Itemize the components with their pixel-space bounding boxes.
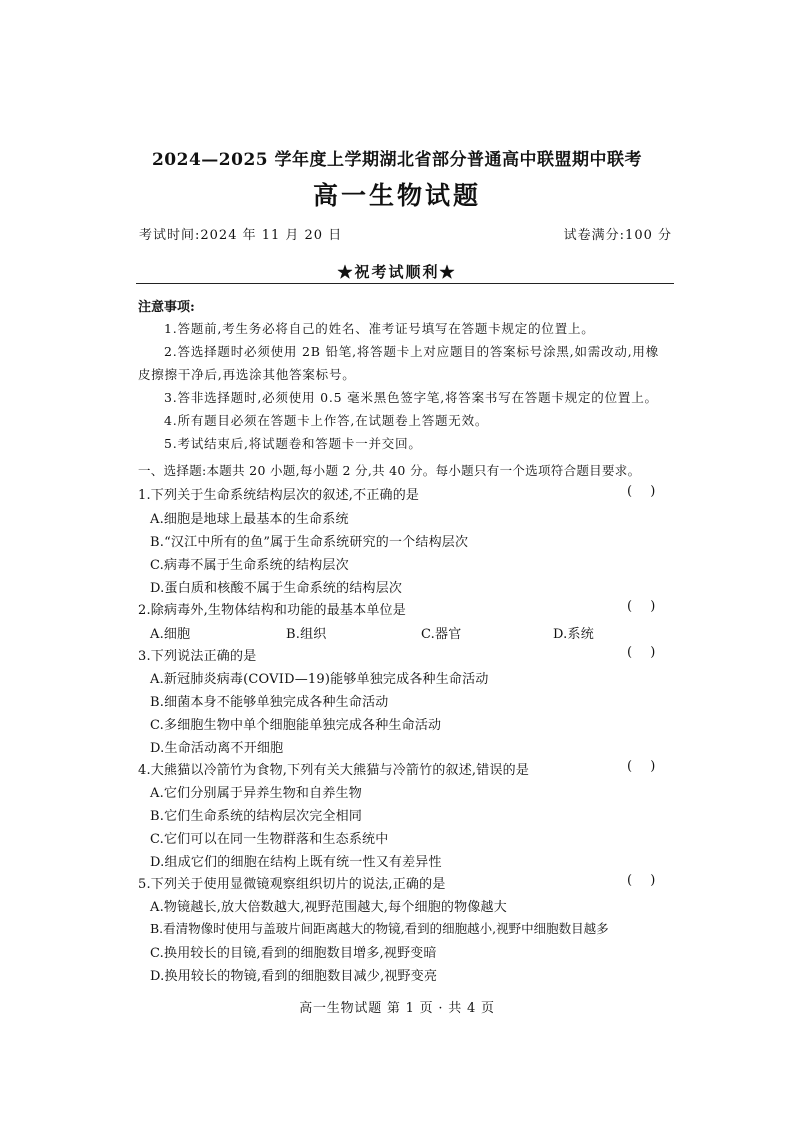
question-3-stem: 3.下列说法正确的是: [138, 649, 257, 664]
subject-title: 高一生物试题: [312, 181, 481, 210]
page-footer: 高一生物试题 第 1 页 · 共 4 页: [299, 1001, 495, 1016]
answer-paren: ( ): [627, 484, 656, 499]
question-1-option-c: C.病毒不属于生命系统的结构层次: [150, 558, 349, 573]
question-4-option-d: D.组成它们的细胞在结构上既有统一性又有差异性: [150, 855, 442, 870]
section-heading: 一、选择题:本题共 20 小题,每小题 2 分,共 40 分。每小题只有一个选项符合题目要求。: [138, 463, 641, 478]
answer-paren: ( ): [627, 873, 656, 888]
question-2-option-c: C.器官: [421, 627, 462, 642]
exam-title: 2024—2025 学年度上学期湖北省部分普通高中联盟期中联考: [151, 150, 643, 170]
question-2-option-a: A.细胞: [150, 627, 191, 642]
note-item-2: 2.答选择题时必须使用 2B 铅笔,将答题卡上对应题目的答案标号涂黑,如需改动,用橡: [164, 344, 660, 359]
note-item-2-cont: 皮擦擦干净后,再选涂其他答案标号。: [138, 367, 356, 382]
question-5-option-b: B.看清物像时使用与盖玻片间距离越大的物镜,看到的细胞越小,视野中细胞数目越多: [150, 921, 609, 936]
good-luck-banner: ★祝考试顺利★: [337, 263, 457, 281]
note-item-1: 1.答题前,考生务必将自己的姓名、准考证号填写在答题卡规定的位置上。: [164, 321, 595, 336]
question-5-option-a: A.物镜越长,放大倍数越大,视野范围越大,每个细胞的物像越大: [150, 900, 507, 915]
full-score: 试卷满分:100 分: [563, 228, 672, 243]
question-2-option-d: D.系统: [553, 627, 594, 642]
question-3-option-d: D.生命活动离不开细胞: [150, 741, 284, 756]
answer-paren: ( ): [627, 645, 656, 660]
question-4-option-a: A.它们分别属于异养生物和自养生物: [150, 786, 362, 801]
answer-paren: ( ): [627, 759, 656, 774]
note-item-3: 3.答非选择题时,必须使用 0.5 毫米黑色签字笔,将答案书写在答题卡规定的位置上。: [164, 390, 658, 405]
question-4-stem: 4.大熊猫以冷箭竹为食物,下列有关大熊猫与冷箭竹的叙述,错误的是: [138, 763, 530, 778]
question-5-option-c: C.换用较长的目镜,看到的细胞数目增多,视野变暗: [150, 946, 437, 961]
header-divider: [136, 283, 674, 284]
question-2-stem: 2.除病毒外,生物体结构和功能的最基本单位是: [138, 603, 406, 618]
note-item-4: 4.所有题目必须在答题卡上作答,在试题卷上答题无效。: [164, 413, 489, 428]
notes-title: 注意事项:: [138, 300, 195, 315]
question-4-option-c: C.它们可以在同一生物群落和生态系统中: [150, 832, 389, 847]
question-1-option-b: B.“汉江中所有的鱼”属于生命系统研究的一个结构层次: [150, 535, 469, 550]
question-4-option-b: B.它们生命系统的结构层次完全相同: [150, 809, 363, 824]
question-1-stem: 1.下列关于生命系统结构层次的叙述,不正确的是: [138, 488, 420, 503]
question-5-stem: 5.下列关于使用显微镜观察组织切片的说法,正确的是: [138, 877, 446, 892]
question-1-option-d: D.蛋白质和核酸不属于生命系统的结构层次: [150, 581, 403, 596]
question-1-option-a: A.细胞是地球上最基本的生命系统: [150, 512, 349, 527]
question-2-option-b: B.组织: [286, 627, 327, 642]
answer-paren: ( ): [627, 599, 656, 614]
question-3-option-c: C.多细胞生物中单个细胞能单独完成各种生命活动: [150, 718, 442, 733]
question-5-option-d: D.换用较长的物镜,看到的细胞数目减少,视野变亮: [150, 969, 438, 984]
question-3-option-a: A.新冠肺炎病毒(COVID—19)能够单独完成各种生命活动: [150, 672, 489, 687]
exam-time: 考试时间:2024 年 11 月 20 日: [139, 228, 343, 243]
question-3-option-b: B.细菌本身不能够单独完成各种生命活动: [150, 695, 389, 710]
note-item-5: 5.考试结束后,将试题卷和答题卡一并交回。: [164, 436, 422, 451]
